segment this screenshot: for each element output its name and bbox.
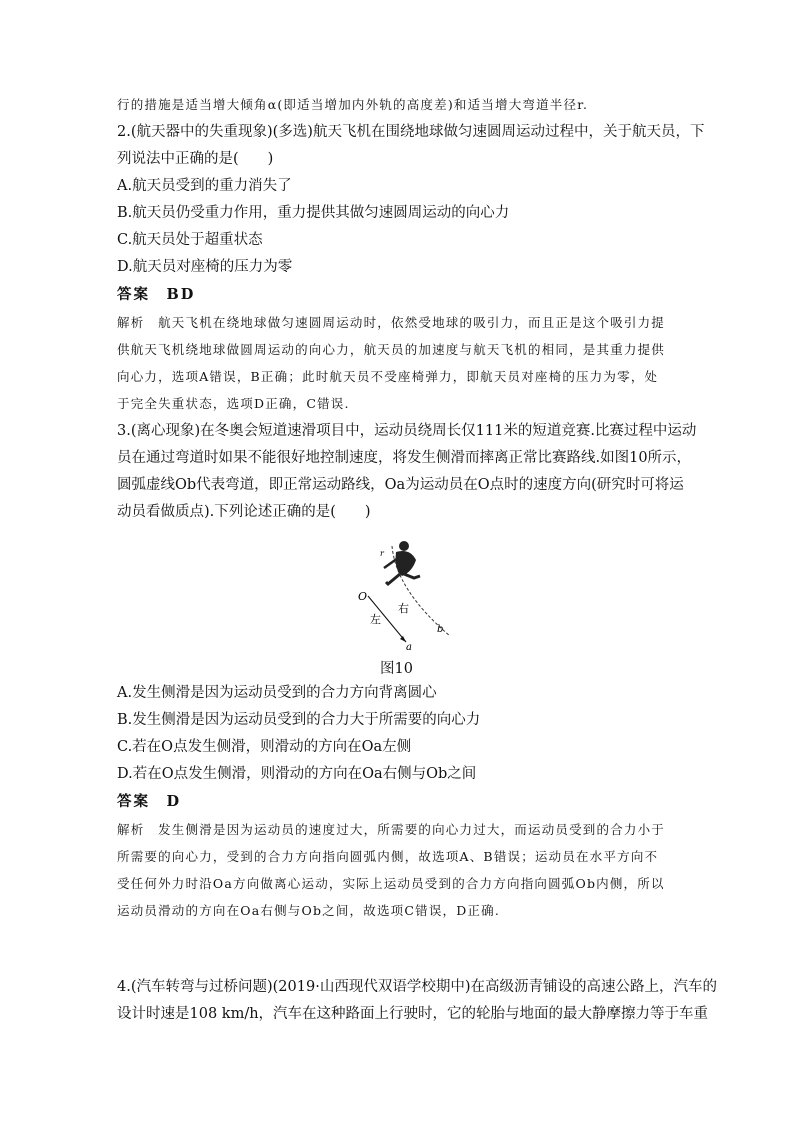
option-b: B.发生侧滑是因为运动员受到的合力大于所需要的向心力 — [117, 712, 481, 728]
option-b: B.航天员仍受重力作用，重力提供其做匀速圆周运动的向心力 — [117, 205, 510, 221]
text-line: 动员看做质点).下列论述正确的是( ) — [117, 504, 371, 520]
explanation-line: 运动员滑动的方向在Oa右侧与Ob之间，故选项C错误，D正确. — [117, 903, 501, 918]
skater-icon — [384, 541, 420, 584]
explanation-line: 供航天飞机绕地球做圆周运动的向心力，航天员的加速度与航天飞机的相同，是其重力提供 — [117, 342, 666, 357]
label-b: b — [437, 624, 444, 635]
explanation-line: 于完全失重状态，选项D正确，C错误. — [117, 396, 350, 411]
figure-caption: 图10 — [380, 661, 413, 677]
question-3-stem: 3.(离心现象)在冬奥会短道速滑项目中，运动员绕周长仅111米的短道竞赛.比赛过程中运动 — [117, 423, 697, 439]
label-r: r — [380, 549, 384, 558]
question-4-stem: 4.(汽车转弯与过桥问题)(2019·山西现代双语学校期中)在高级沥青铺设的高速公路上，汽车的 — [117, 979, 717, 995]
option-a: A.航天员受到的重力消失了 — [117, 178, 292, 194]
label-a: a — [406, 642, 412, 650]
text-line: 圆弧虚线Ob代表弯道，即正常运动路线，Oa为运动员在O点时的速度方向(研究时可将运 — [117, 477, 684, 493]
explanation-line: 所需要的向心力，受到的合力方向指向圆弧内侧，故选项A、B错误；运动员在水平方向不 — [117, 849, 659, 864]
text-line: 设计时速是108 km/h，汽车在这种路面上行驶时，它的轮胎与地面的最大静摩擦力等于车重 — [117, 1006, 709, 1022]
question-2-stem: 2.(航天器中的失重现象)(多选)航天飞机在围绕地球做匀速圆周运动过程中，关于航天员，下 — [117, 124, 705, 140]
option-d: D.航天员对座椅的压力为零 — [117, 259, 293, 275]
option-c: C.若在O点发生侧滑，则滑动的方向在Oa左侧 — [117, 739, 412, 755]
text-line: 行的措施是适当增大倾角α(即适当增加内外轨的高度差)和适当增大弯道半径r. — [117, 97, 589, 112]
explanation-line: 解析 发生侧滑是因为运动员的速度过大，所需要的向心力过大，而运动员受到的合力小于 — [117, 822, 666, 837]
label-left: 左 — [370, 613, 381, 626]
text-line: 列说法中正确的是( ) — [117, 151, 274, 167]
answer-label: 答案 D — [117, 793, 182, 810]
answer-label: 答案 BD — [117, 286, 196, 303]
figure-10 — [340, 538, 460, 650]
label-o: O — [358, 590, 368, 603]
explanation-line: 受任何外力时沿Oa方向做离心运动，实际上运动员受到的合力方向指向圆弧Ob内侧，所以 — [117, 876, 665, 891]
text-line: 员在通过弯道时如果不能很好地控制速度，将发生侧滑而摔离正常比赛路线.如图10所示， — [117, 450, 692, 466]
explanation-line: 解析 航天飞机在绕地球做匀速圆周运动时，依然受地球的吸引力，而且正是这个吸引力提 — [117, 315, 666, 330]
explanation-line: 向心力，选项A错误，B正确；此时航天员不受座椅弹力，即航天员对座椅的压力为零，处 — [117, 369, 659, 384]
option-a: A.发生侧滑是因为运动员受到的合力方向背离圆心 — [117, 685, 437, 701]
label-right: 右 — [398, 602, 409, 615]
option-d: D.若在O点发生侧滑，则滑动的方向在Oa右侧与Ob之间 — [117, 766, 477, 782]
option-c: C.航天员处于超重状态 — [117, 232, 263, 248]
